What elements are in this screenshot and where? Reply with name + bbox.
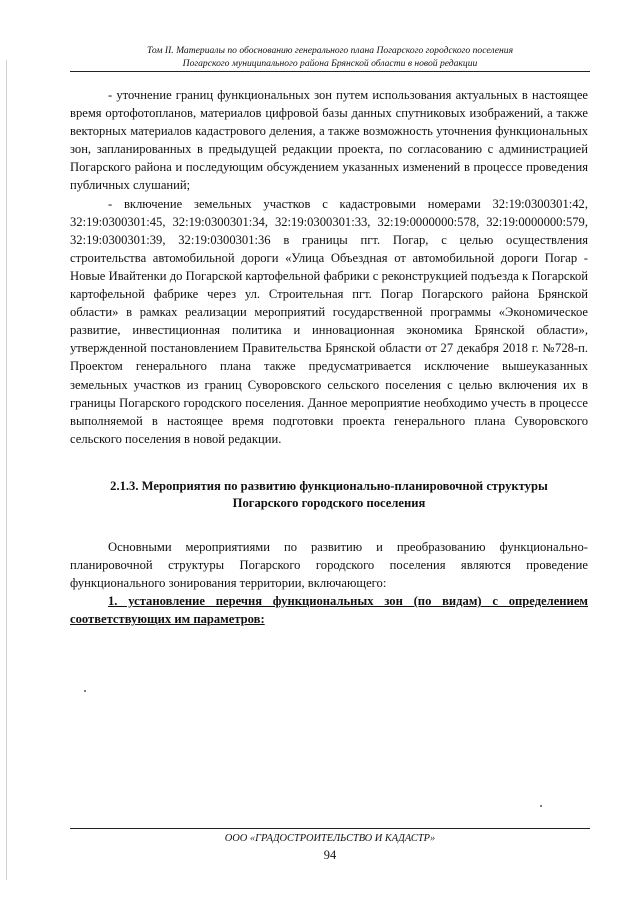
paragraph-land-plots-inclusion: - включение земельных участков с кадастровыми номерами 32:19:0300301:42, 32:19:0300301:45, 32:19:0300301:34, 32:19:0300301:33, 32:19:0000000:578, 32:19:0000000:579, 32:19:0300301:39, 32:19:0300301:36 в границы пгт. Погар, с целью осуществления строительства автомобильной дороги «Улица Объездная от автомобильной дороги Погар - Новые Ивайтенки до Погарской картофельной фабрики с реконструкцией подъезда к Погарской картофельной фабрике через ул. Строительная пгт. Погар Погарского района Брянской области» в рамках реализации мероприятий государственной программы «Экономическое развитие, инвестиционная политика и инновационная экономика Брянской области», утвержденной постановлением Правительства Брянской области от 27 декабря 2018 г. №728-п. Проектом генерального плана также предусматривается исключение вышеуказанных земельных участков из границ Суворовского сельского поселения с целью включения их в границы Погарского городского поселения. Данное мероприятие необходимо учесть в процессе выполняемой в настоящее время подготовки проекта генерального плана Суворовского сельского поселения в новой редакции. [70, 196, 588, 446]
header-divider [70, 71, 590, 72]
paragraph-section-intro: Основными мероприятиями по развитию и преобразованию функционально-планировочной структуры Погарского городского поселения являются проведение функционального зонирования территории, включающего: [70, 539, 588, 591]
paragraph-boundary-refinement: - уточнение границ функциональных зон путем использования актуальных в настоящее время ортофотопланов, материалов цифровой базы данных спутниковых изображений, а также векторных материалов кадастрового деления, а также возможность уточнения функциональных зон, запланированных в предыдущей редакции проекта, по согласованию с администрацией Погарского района и последующим обсуждением указанных изменений в процессе проведения публичных слушаний; [70, 88, 588, 193]
scan-edge-line [6, 60, 7, 880]
section-heading-line-1: 2.1.3. Мероприятия по развитию функционально-планировочной структуры [110, 478, 548, 493]
scan-speck [540, 805, 542, 807]
header-line-1: Том II. Материалы по обоснованию генерального плана Погарского городского поселения [146, 45, 514, 56]
footer-organization: ООО «ГРАДОСТРОИТЕЛЬСТВО И КАДАСТР» [224, 833, 436, 844]
scan-speck [84, 690, 86, 692]
running-header [70, 44, 590, 70]
footer-divider [70, 828, 590, 829]
list-item-1 [70, 592, 588, 628]
section-heading [70, 478, 588, 512]
document-body [70, 86, 588, 628]
header-line-2: Погарского муниципального района Брянской области в новой редакции [182, 58, 478, 69]
page-number: 94 [323, 848, 337, 862]
list-item-1-text: 1. установление перечня функциональных зон (по видам) с определением соответствующих им параметров: [70, 594, 588, 627]
section-heading-line-2: Погарского городского поселения [232, 495, 426, 510]
